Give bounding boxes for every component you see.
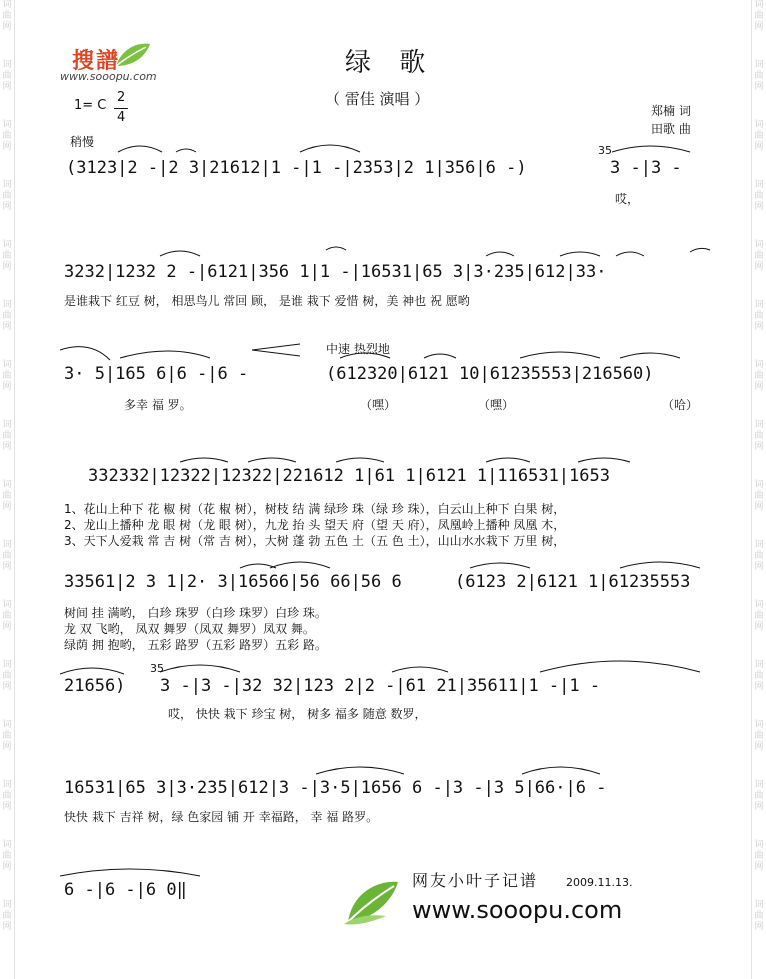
slur <box>316 767 404 774</box>
slur <box>326 247 346 250</box>
score-row-4-lyric-verse-1: 1、花山上种下 花 椒 树（花 椒 树），树枝 结 满 绿珍 珠（绿 珍 珠），白云山上种下 白果 树， <box>64 502 566 516</box>
key-signature: 1= C <box>74 98 107 113</box>
slur <box>540 661 700 672</box>
slur <box>560 252 600 256</box>
time-signature-numerator: 2 <box>117 90 126 105</box>
slur <box>60 347 110 360</box>
slur <box>120 351 210 358</box>
left-watermark-strip <box>0 0 15 979</box>
watermark-text: 词 曲 网 <box>2 540 12 572</box>
watermark-text: 词 曲 网 <box>2 720 12 752</box>
watermark-text: 词 曲 网 <box>2 120 12 152</box>
watermark-text: 词 曲 网 <box>2 60 12 92</box>
watermark-text: 词 曲 网 <box>2 480 12 512</box>
score-row-1-notes: (3123|2 -|2 3|21612|1 -|1 -|2353|2 1|356|6 -) <box>66 158 527 178</box>
watermark-text: 词 曲 网 <box>754 180 764 212</box>
tempo-marking-2: 中速 热烈地 <box>326 342 390 356</box>
watermark-text: 词 曲 网 <box>754 900 764 932</box>
watermark-text: 词 曲 网 <box>754 360 764 392</box>
watermark-text: 词 曲 网 <box>754 60 764 92</box>
watermark-text: 词 曲 网 <box>754 780 764 812</box>
slur <box>180 458 228 462</box>
performer-subtitle: （ 雷佳 演唱 ） <box>325 90 430 108</box>
time-signature-denominator: 4 <box>117 110 126 125</box>
score-row-3-lyric: 多幸 福 罗。 <box>124 398 192 412</box>
watermark-text: 词 曲 网 <box>754 0 764 32</box>
slur <box>240 564 276 568</box>
tempo-marking: 稍慢 <box>70 135 95 149</box>
time-signature-line <box>114 108 128 109</box>
score-row-2-notes: 3232|1232 2 -|6121|356 1|1 -|16531|65 3|3·235|612|33· <box>64 262 607 282</box>
score-row-5-notes: 33561|2 3 1|2· 3|16566|56 66|56 6 <box>64 572 402 592</box>
slur <box>424 354 456 358</box>
slur <box>160 665 240 672</box>
slur <box>578 458 630 462</box>
score-row-6-notes-a: 21656) <box>64 676 126 696</box>
slur <box>612 146 690 152</box>
score-row-5-notes-b: (6123 2|6121 1|61235553 <box>455 572 691 592</box>
watermark-text: 词 曲 网 <box>2 240 12 272</box>
watermark-text: 词 曲 网 <box>754 720 764 752</box>
footer-date: 2009.11.13. <box>566 876 633 889</box>
score-row-5-lyric-verse-1: 树间 挂 满哟， 白珍 珠罗（白珍 珠罗）白珍 珠。 <box>64 606 327 620</box>
slur <box>60 668 124 674</box>
watermark-text: 词 曲 网 <box>754 420 764 452</box>
slur <box>248 458 296 462</box>
watermark-text: 词 曲 网 <box>754 480 764 512</box>
watermark-text: 词 曲 网 <box>2 420 12 452</box>
logo-brand: 搜譜 <box>72 49 121 74</box>
grace-note-2: 35 <box>150 662 164 675</box>
watermark-text: 词 曲 网 <box>754 660 764 692</box>
score-row-1-notes-b: 3 -|3 - <box>610 158 682 178</box>
page-title: 绿 歌 <box>345 48 436 78</box>
slur <box>118 146 162 152</box>
right-watermark-strip <box>751 0 766 979</box>
slur <box>160 251 200 256</box>
score-row-4-notes: 332332|12322|12322|221612 1|61 1|6121 1|116531|1653 <box>88 466 610 486</box>
watermark-text: 词 曲 网 <box>754 120 764 152</box>
watermark-text: 词 曲 网 <box>754 300 764 332</box>
watermark-text: 词 曲 网 <box>754 840 764 872</box>
watermark-text: 词 曲 网 <box>754 540 764 572</box>
score-row-7-notes: 16531|65 3|3·235|612|3 -|3·5|1656 6 -|3 -|3 5|66·|6 - <box>64 778 607 798</box>
composer-credit: 田歌 曲 <box>651 122 691 136</box>
footer-leaf-icon <box>342 876 400 926</box>
slur <box>392 667 448 672</box>
watermark-text: 词 曲 网 <box>2 780 12 812</box>
slur <box>620 353 680 358</box>
score-row-3-notes: 3· 5|165 6|6 -|6 - <box>64 364 249 384</box>
score-row-4-lyric-verse-3: 3、天下人爱栽 常 吉 树（常 吉 树），大树 蓬 勃 五色 土（五 色 土），山山水水栽下 万里 树， <box>64 534 566 548</box>
score-row-5-lyric-verse-3: 绿荫 拥 抱哟， 五彩 路罗（五彩 路罗）五彩 路。 <box>64 638 327 652</box>
watermark-text: 词 曲 网 <box>2 360 12 392</box>
watermark-text: 词 曲 网 <box>2 900 12 932</box>
slur <box>60 869 200 876</box>
score-row-1-lyric: 哎， <box>615 192 640 206</box>
shout-2: （嘿） <box>478 398 515 412</box>
score-row-6-lyric: 哎， 快快 栽下 珍宝 树， 树多 福多 随意 数罗， <box>168 707 427 721</box>
slur <box>616 252 644 256</box>
watermark-text: 词 曲 网 <box>754 600 764 632</box>
lyricist-credit: 郑楠 词 <box>651 104 691 118</box>
grace-note-1: 35 <box>598 144 612 157</box>
slur <box>470 563 530 568</box>
score-row-7-lyric: 快快 栽下 吉祥 树，绿 色家园 铺 开 幸福路， 幸 福 路罗。 <box>64 810 379 824</box>
slur <box>270 562 330 568</box>
score-row-5-lyric-verse-2: 龙 双 飞哟， 凤双 舞罗（凤双 舞罗）凤双 舞。 <box>64 622 315 636</box>
slur <box>620 562 700 568</box>
score-row-6-notes: 3 -|3 -|32 32|123 2|2 -|61 21|35611|1 -|1 - <box>160 676 601 696</box>
logo-url: www.sooopu.com <box>60 70 157 83</box>
slur <box>176 149 196 152</box>
slur <box>486 252 514 256</box>
shout-1: （嘿） <box>360 398 397 412</box>
shout-3: （哈） <box>662 398 699 412</box>
watermark-text: 词 曲 网 <box>2 660 12 692</box>
crescendo-hairpin <box>252 344 300 356</box>
watermark-text: 词 曲 网 <box>2 600 12 632</box>
slur <box>486 458 530 462</box>
watermark-text: 词 曲 网 <box>2 0 12 32</box>
slur <box>300 145 360 152</box>
slur <box>522 767 600 774</box>
score-row-8-notes: 6 -|6 -|6 0‖ <box>64 880 187 900</box>
score-row-2-lyric: 是谁栽下 红豆 树， 相思鸟儿 常回 顾， 是谁 栽下 爱惜 树，美 神也 祝 愿哟 <box>64 294 470 308</box>
score-row-3-notes-b: (612320|6121 10|61235553|216560) <box>326 364 654 384</box>
watermark-text: 词 曲 网 <box>2 300 12 332</box>
score-row-4-lyric-verse-2: 2、龙山上播种 龙 眼 树（龙 眼 树），九龙 抬 头 望天 府（望 天 府），凤凰岭上播种 凤凰 木， <box>64 518 566 532</box>
logo-leaf-icon <box>112 40 152 70</box>
slur <box>336 458 384 462</box>
footer-credit: 网友小叶子记谱 <box>412 871 539 890</box>
watermark-text: 词 曲 网 <box>2 180 12 212</box>
watermark-text: 词 曲 网 <box>754 240 764 272</box>
slur <box>520 352 600 358</box>
watermark-text: 词 曲 网 <box>2 840 12 872</box>
glissando-squiggle <box>690 248 710 252</box>
footer-url: www.sooopu.com <box>412 896 623 924</box>
